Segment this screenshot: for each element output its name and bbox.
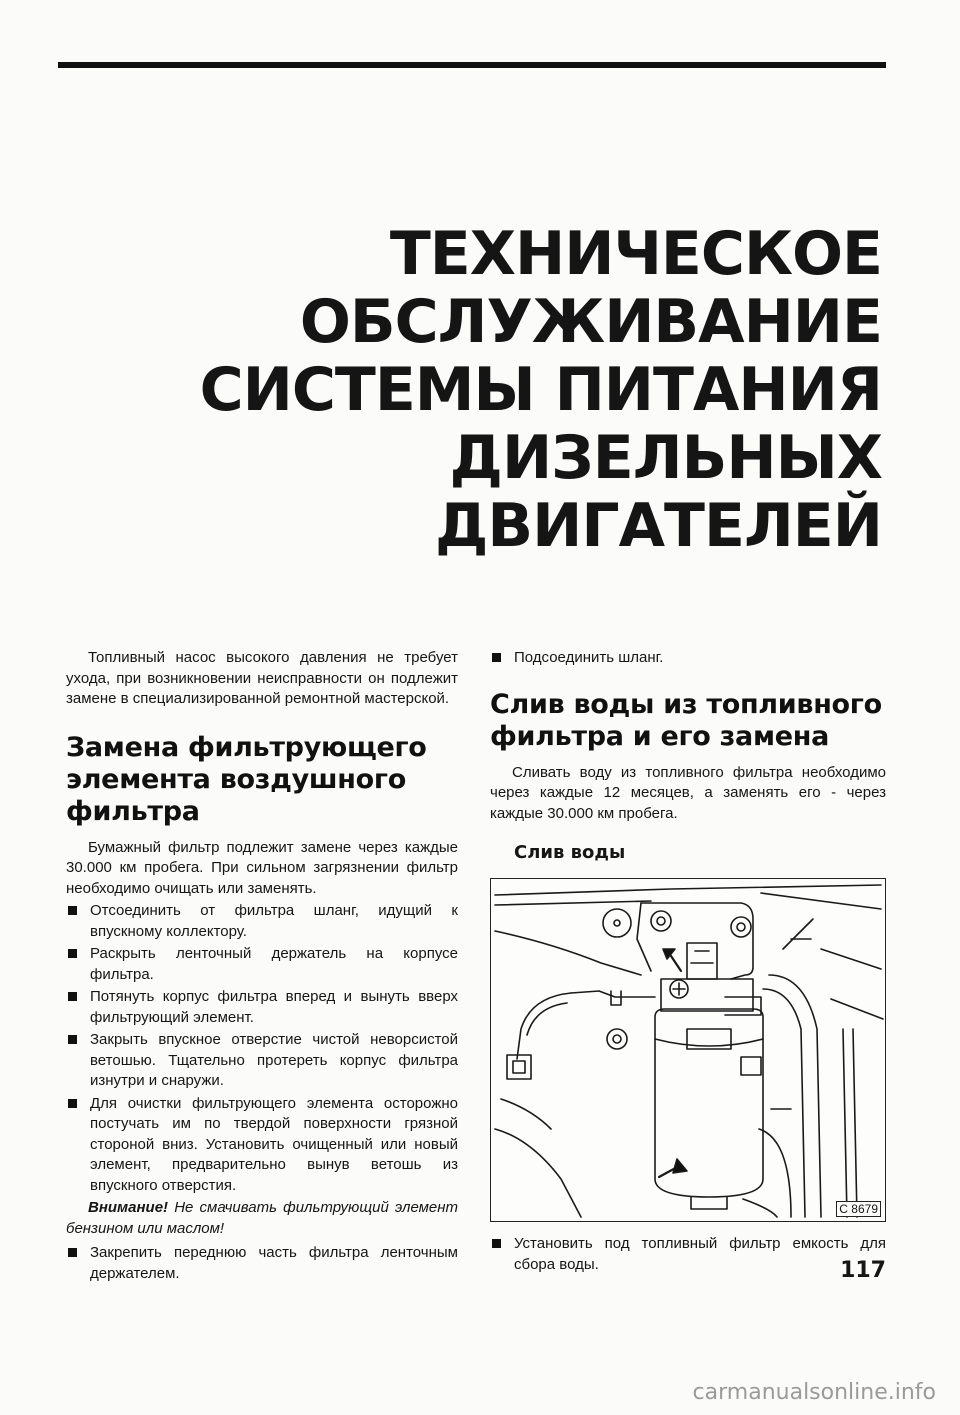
step-text: Подсоединить шланг. — [514, 649, 664, 666]
chapter-title-line-4: ДИЗЕЛЬНЫХ ДВИГАТЕЛЕЙ — [434, 423, 882, 561]
fuel-filter-section-title: Слив воды из топливного фильтра и его замена — [490, 688, 882, 752]
right-column — [490, 648, 886, 1277]
bullet-icon — [68, 949, 77, 958]
bullet-icon — [68, 1099, 77, 1108]
page-number: 117 — [840, 1258, 886, 1283]
hose-step — [490, 648, 886, 669]
air-filter-steps — [66, 901, 458, 1196]
step-text: Потянуть корпус фильтра вперед и вынуть вверх фильтрующий элемент. — [90, 988, 458, 1026]
step-text: Установить под топливный фильтр емкость для сбора воды. — [514, 1235, 886, 1273]
after-figure-step — [490, 1234, 886, 1275]
top-rule — [58, 62, 886, 68]
chapter-title-line-1: ТЕХНИЧЕСКОЕ — [389, 219, 882, 289]
bullet-icon — [68, 992, 77, 1001]
fuel-filter-figure — [490, 878, 886, 1222]
air-filter-intro: Бумажный фильтр подлежит замене через каждые 30.000 км пробега. При сильном загрязнении фильтр необходимо очищать или заменять. — [66, 838, 458, 897]
step-text: Отсоединить от фильтра шланг, идущий к впускному коллектору. — [90, 902, 458, 940]
list-item — [66, 1094, 458, 1197]
intro-paragraph: Топливный насос высокого давления не требует ухода, при возникновении неисправности он подлежит замене в специализированной ремонтной мастерской. — [66, 649, 458, 707]
water-drain-subtitle: Слив воды — [514, 842, 626, 863]
list-item — [66, 944, 458, 985]
list-item — [490, 648, 886, 669]
step-text: Закрыть впускное отверстие чистой неворсистой ветошью. Тщательно протереть корпус фильтра изнутри и снаружи. — [90, 1031, 458, 1089]
chapter-title-line-3: СИСТЕМЫ ПИТАНИЯ — [199, 355, 882, 425]
chapter-title — [62, 220, 882, 560]
bullet-icon — [68, 1248, 77, 1257]
list-item — [66, 987, 458, 1028]
watermark: carmanualsonline.info — [692, 1380, 936, 1405]
fuel-filter-illustration — [491, 879, 884, 1220]
step-text: Закрепить переднюю часть фильтра ленточным держателем. — [90, 1244, 458, 1282]
bullet-icon — [492, 1239, 501, 1248]
warning-text: Не смачивать фильтрующий элемент бензином или маслом! — [66, 1199, 458, 1237]
air-filter-final-step — [66, 1243, 458, 1284]
bullet-icon — [68, 906, 77, 915]
warning-note — [66, 1198, 458, 1239]
left-column — [66, 648, 458, 1286]
fuel-filter-intro: Сливать воду из топливного фильтра необходимо через каждые 12 месяцев, а заменять его - через каждые 30.000 км пробега. — [490, 763, 886, 822]
chapter-title-line-2: ОБСЛУЖИВАНИЕ — [299, 287, 882, 357]
figure-code-label: C 8679 — [836, 1201, 881, 1217]
step-text: Для очистки фильтрующего элемента осторожно постучать им по твердой поверхности грязной стороной вниз. Установить очищенный или новый элемент, предварительно вынув ветошь из впускного отверстия. — [90, 1094, 458, 1194]
list-item — [66, 1243, 458, 1284]
warning-label: Внимание! — [88, 1199, 169, 1216]
list-item — [490, 1234, 886, 1275]
bullet-icon — [492, 653, 501, 662]
list-item — [66, 1030, 458, 1092]
list-item — [66, 901, 458, 942]
bullet-icon — [68, 1035, 77, 1044]
air-filter-section-title: Замена фильтрующего элемента воздушного фильтра — [66, 731, 427, 827]
step-text: Раскрыть ленточный держатель на корпусе фильтра. — [90, 945, 458, 983]
